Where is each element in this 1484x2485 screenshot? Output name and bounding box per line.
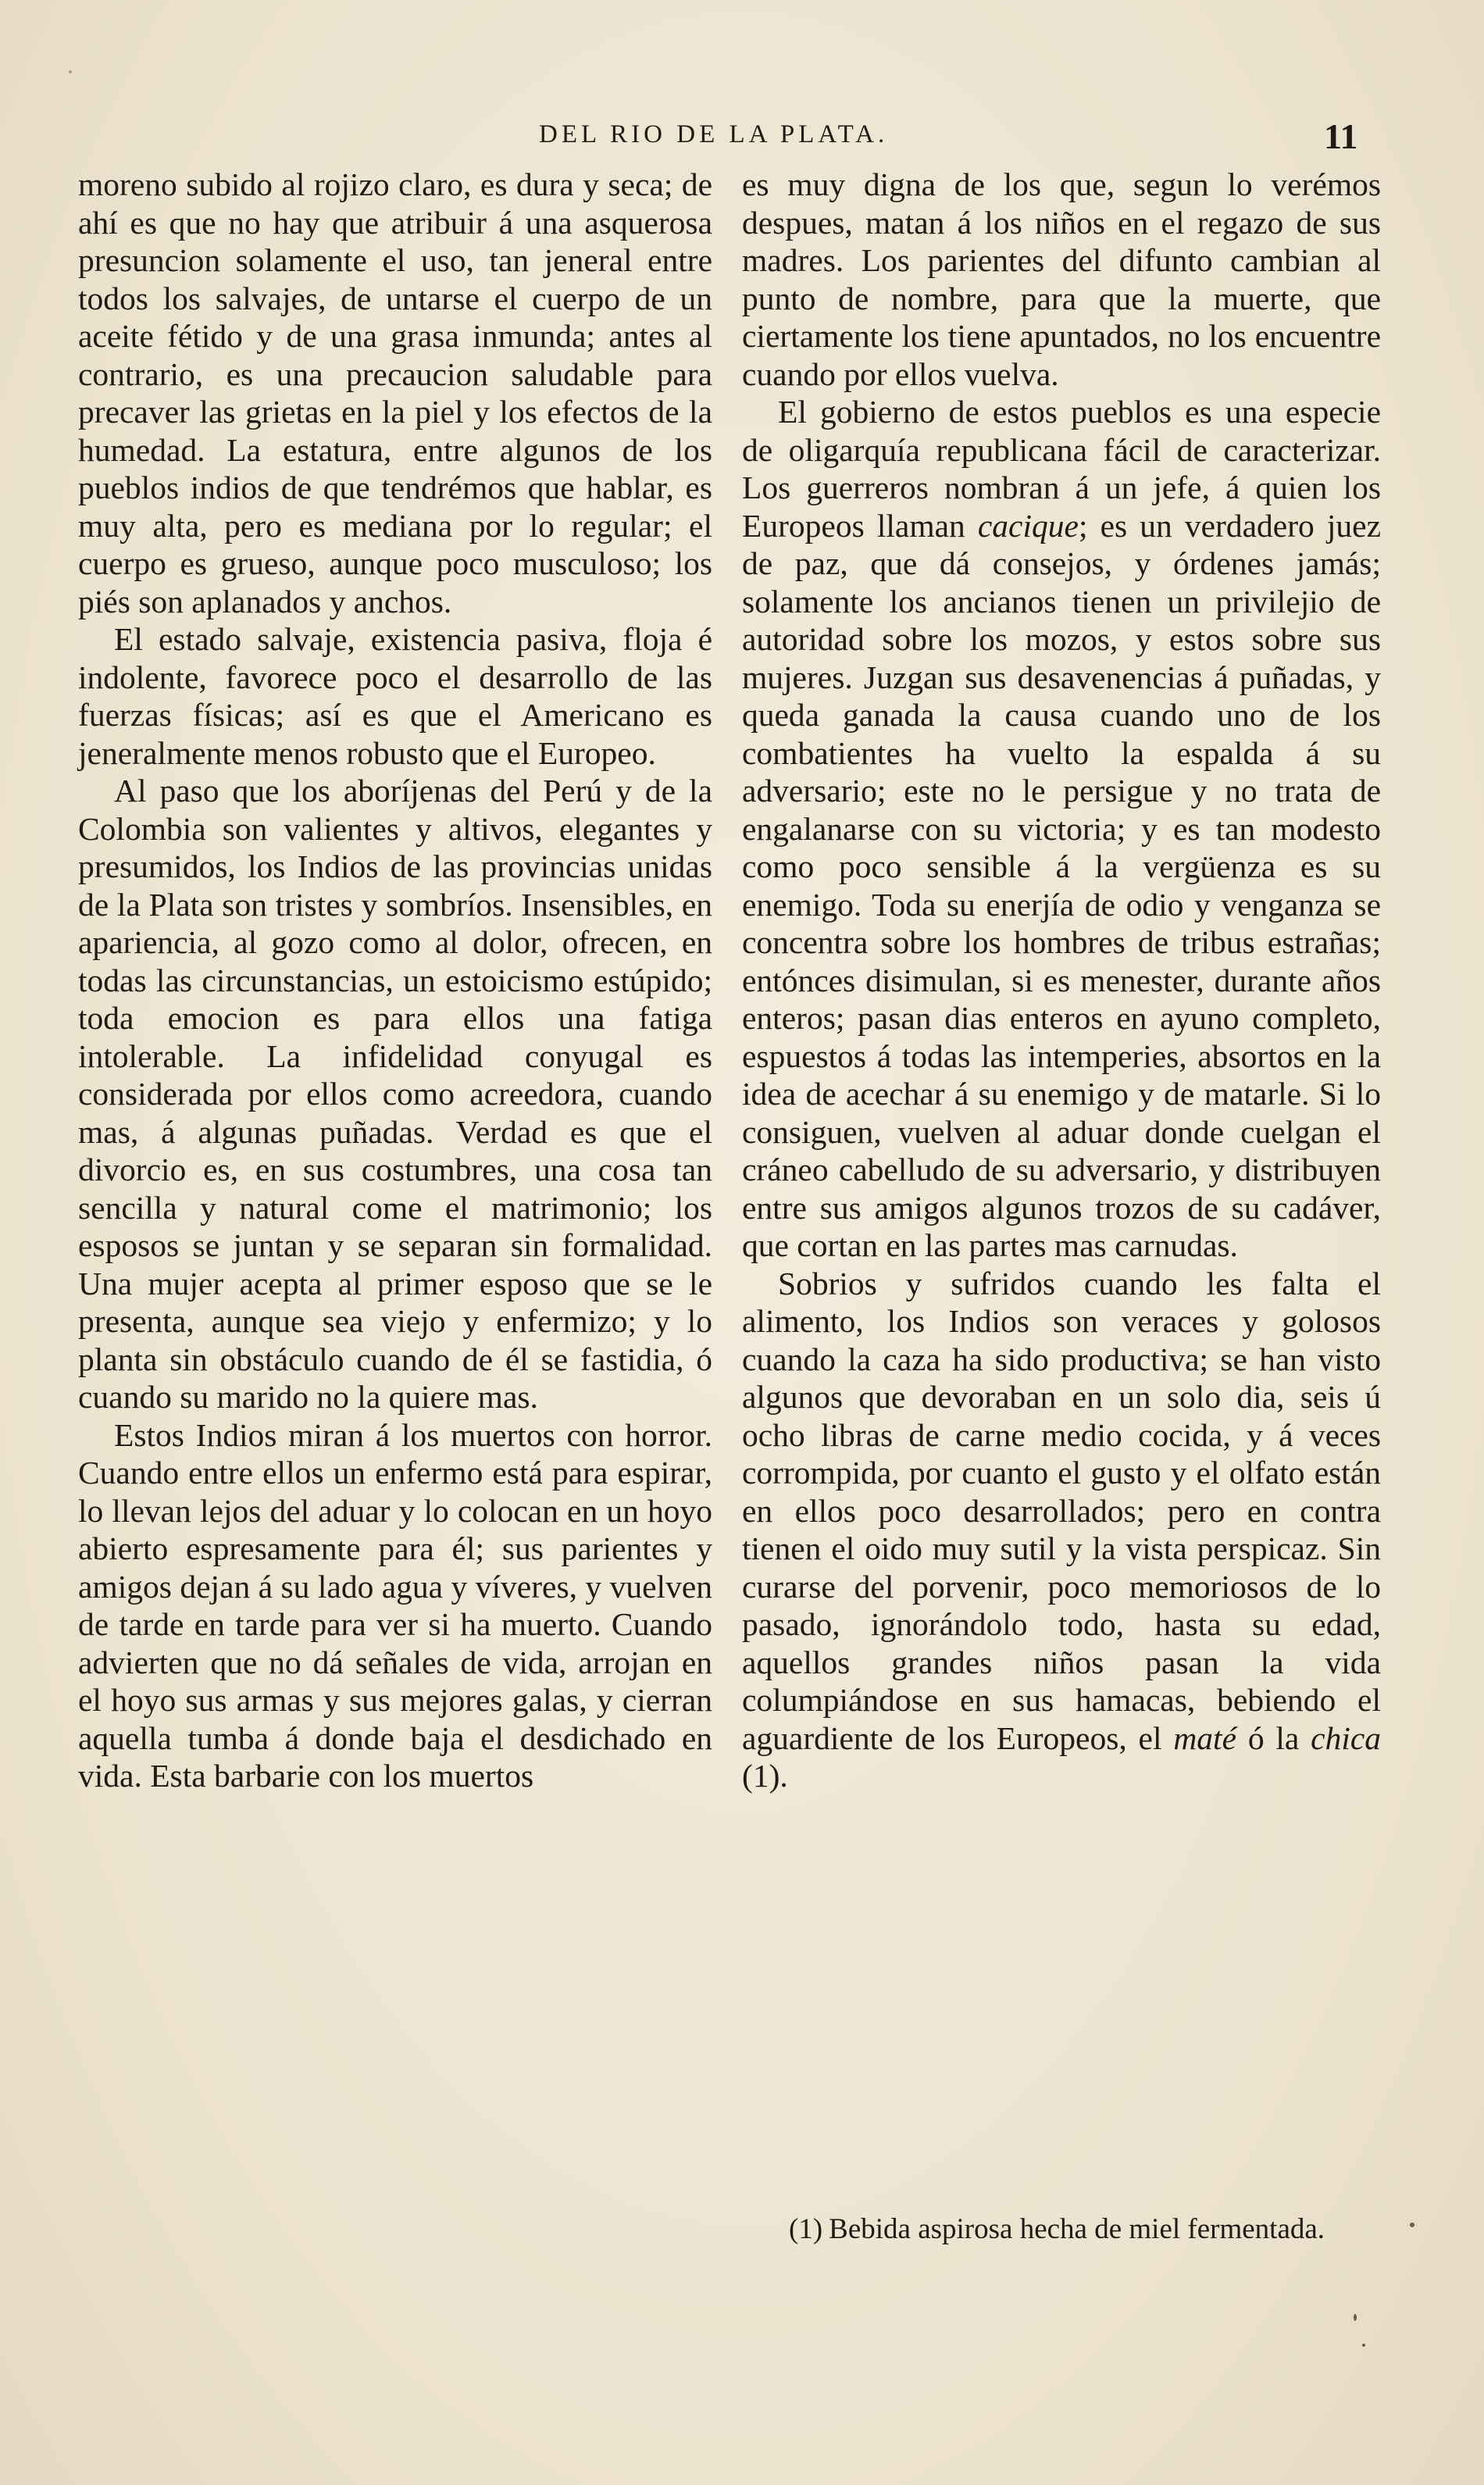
ink-speck bbox=[1354, 2314, 1357, 2321]
text-run: El gobierno de estos pueblos es una especie de oligarquía republicana fácil de caracterizar. Los guerreros nombran á un jefe, á quien los Europeos llaman bbox=[742, 394, 1381, 544]
italic-term: cacique bbox=[977, 507, 1079, 544]
ink-speck bbox=[1410, 2223, 1414, 2227]
italic-term: maté bbox=[1173, 1719, 1236, 1756]
paragraph: es muy digna de los que, segun lo verémos despues, matan á los niños en el regazo de sus madres. Los parientes del difunto cambian al punto de nombre, para que la muerte, que ciertamente los tiene apuntados, no los encuentre cuando por ellos vuelva. bbox=[742, 166, 1381, 392]
paragraph: moreno subido al rojizo claro, es dura y seca; de ahí es que no hay que atribuir á una asquerosa presuncion solamente el uso, tan jeneral entre todos los salvajes, de untarse el cuerpo de un aceite fétido y de una grasa inmunda; antes al contrario, es una precaucion saludable para precaver las grietas en la piel y los efectos de la humedad. La estatura, entre algunos de los pueblos indios de que tendrémos que hablar, es muy alta, pero es mediana por lo regular; el cuerpo es grueso, aunque poco musculoso; los piés son aplanados y anchos. bbox=[78, 166, 712, 619]
footnote-ref: (1). bbox=[742, 1758, 788, 1794]
paragraph: El estado salvaje, existencia pasiva, floja é indolente, favorece poco el desarrollo de las fuerzas físicas; así es que el Americano es jeneralmente menos robusto que el Europeo. bbox=[78, 621, 712, 771]
running-head: DEL RIO DE LA PLATA. bbox=[539, 120, 889, 148]
text-run: ó la bbox=[1247, 1719, 1300, 1756]
italic-term: chica bbox=[1311, 1719, 1382, 1756]
paragraph bbox=[742, 393, 1381, 1265]
ink-speck bbox=[1362, 2344, 1365, 2347]
left-column bbox=[78, 166, 712, 1795]
ink-speck bbox=[69, 70, 72, 73]
page-number: 11 bbox=[1324, 116, 1358, 156]
text-run: ; es un verdadero juez de paz, que dá consejos, y órdenes jamás; solamente los ancianos tienen un privilejio de autoridad sobre los mozos, y estos sobre sus mujeres. Juzgan sus desavenencias á puñadas, y queda ganada la causa cuando uno de los combatientes ha vuelto la espalda á su adversario; este no le persigue y no trata de engalanarse con su victoria; y es tan modesto como poco sensible á la vergüenza es su enemigo. Toda su enerjía de odio y venganza se concentra sobre los hombres de tribus estrañas; entónces disimulan, si es menester, durante años enteros; pasan dias enteros en ayuno completo, espuestos á todas las intemperies, absortos en la idea de acechar á su enemigo y de matarle. Si lo consiguen, vuelven al aduar donde cuelgan el cráneo cabelludo de su adversario, y distribuyen entre sus amigos algunos trozos de su cadáver, que cortan en las partes mas carnudas. bbox=[742, 507, 1381, 1263]
right-column bbox=[742, 166, 1381, 1795]
paragraph: Estos Indios miran á los muertos con horror. Cuando entre ellos un enfermo está para espirar, lo llevan lejos del aduar y lo colocan en un hoyo abierto espresamente para él; sus parientes y amigos dejan á su lado agua y víveres, y vuelven de tarde en tarde para ver si ha muerto. Cuando advierten que no dá señales de vida, arrojan en el hoyo sus armas y sus mejores galas, y cierran aquella tumba á donde baja el desdichado en vida. Esta barbarie con los muertos bbox=[78, 1416, 712, 1794]
text-run: Sobrios y sufridos cuando les falta el alimento, los Indios son veraces y golosos cuando la caza ha sido productiva; se han visto algunos que devoraban en un solo dia, seis ú ocho libras de carne medio cocida, y á veces corrompida, por cuanto el gusto y el olfato están en ellos poco desarrollados; pero en contra tienen el oido muy sutil y la vista perspicaz. Sin curarse del porvenir, poco memoriosos de lo pasado, ignorándolo todo, hasta su edad, aquellos grandes niños pasan la vida columpiándose en sus hamacas, bebiendo el aguardiente de los Europeos, el bbox=[742, 1265, 1381, 1756]
footnote bbox=[789, 2212, 1382, 2247]
footnote-mark: (1) bbox=[789, 2213, 823, 2245]
footnote-text: Bebida aspirosa hecha de miel fermentada. bbox=[829, 2213, 1325, 2245]
paragraph: Al paso que los aboríjenas del Perú y de la Colombia son valientes y altivos, elegantes y presumidos, los Indios de las provincias unidas de la Plata son tristes y sombríos. Insensibles, en apariencia, al gozo como al dolor, ofrecen, en todas las circunstancias, un estoicismo estúpido; toda emocion es para ellos una fatiga intolerable. La infidelidad conyugal es considerada por ellos como acreedora, cuando mas, á algunas puñadas. Verdad es que el divorcio es, en sus costumbres, una cosa tan sencilla y natural come el matrimonio; los esposos se juntan y se separan sin formalidad. Una mujer acepta al primer esposo que se le presenta, aunque sea viejo y enfermizo; y lo planta sin obstáculo cuando de él se fastidia, ó cuando su marido no la quiere mas. bbox=[78, 773, 712, 1415]
paragraph bbox=[742, 1265, 1381, 1795]
page-header bbox=[0, 117, 1484, 164]
